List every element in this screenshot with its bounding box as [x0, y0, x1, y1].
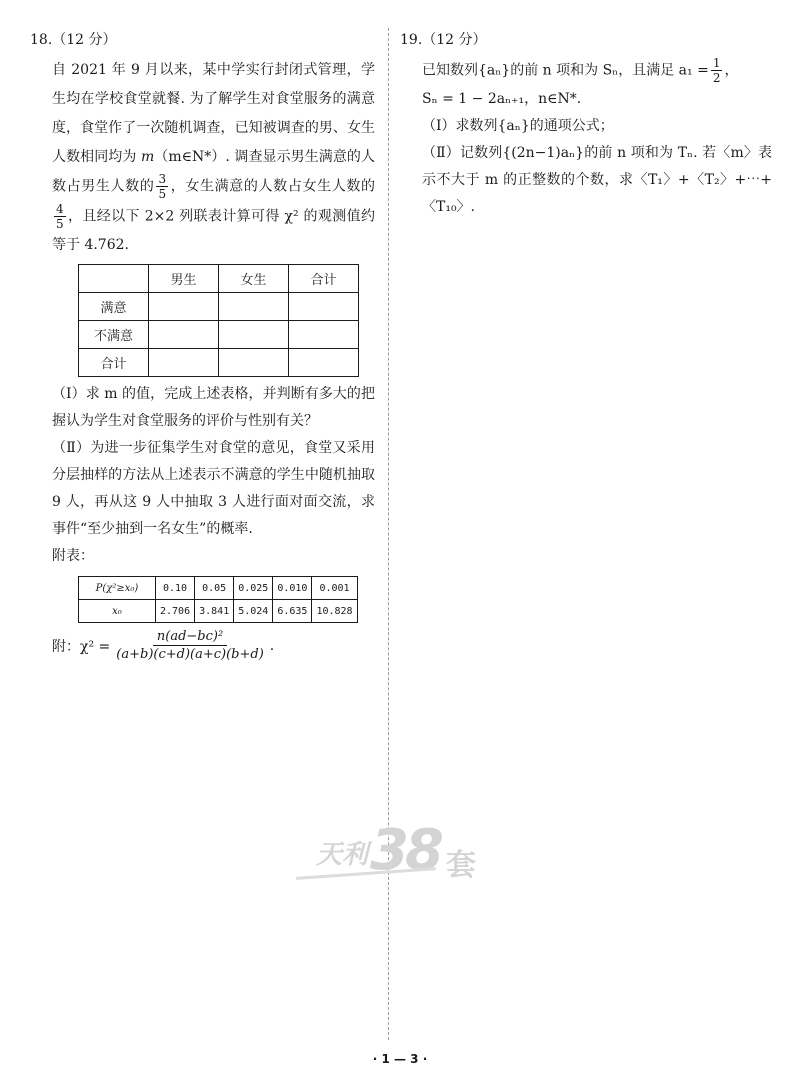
table-cell: 女生 — [219, 265, 289, 293]
q18-stem-text-2: （m∈N*）. 调查显示男生满意的人数占男生人数的 — [52, 149, 376, 195]
q19-stem-line-2: Sₙ = 1 − 2aₙ₊₁，n∈N*. — [422, 90, 582, 107]
table-row — [79, 577, 358, 600]
table-cell — [149, 321, 219, 349]
table-cell — [289, 321, 359, 349]
q19-stem-text-1: 已知数列{aₙ}的前 n 项和为 Sₙ，且满足 a₁ = — [422, 62, 709, 79]
table-cell: 0.001 — [312, 577, 357, 600]
fraction-3-5 — [156, 172, 168, 201]
q19-part-1: （Ⅰ）求数列{aₙ}的通项公式； — [422, 117, 614, 134]
formula-label: 附：χ² = — [52, 638, 111, 655]
q19-header: 19.（12 分） — [400, 32, 487, 48]
table-cell: 0.010 — [273, 577, 312, 600]
fraction-1-2 — [711, 56, 723, 85]
watermark-brand-number: 38 — [370, 818, 440, 883]
table-cell — [219, 349, 289, 377]
watermark-brand-text: 天利 — [316, 840, 369, 870]
fraction-4-5 — [54, 202, 66, 231]
brand-watermark-logo — [296, 818, 496, 898]
table-cell — [149, 293, 219, 321]
watermark-brand-suffix: 套 — [446, 848, 476, 883]
q18-stem-text-3: ，女生满意的人数占女生人数的 — [170, 178, 375, 195]
table-cell — [149, 349, 219, 377]
q19-stem — [422, 56, 772, 86]
formula-denominator: (a+b)(c+d)(a+c)(b+d) — [116, 647, 264, 662]
fraction-numerator: 1 — [712, 56, 721, 70]
q18-stem — [52, 56, 375, 260]
fraction-numerator: 4 — [56, 201, 64, 216]
table-cell — [219, 321, 289, 349]
table-row — [79, 349, 359, 377]
q18-part-1: （Ⅰ）求 m 的值，完成上述表格，并判断有多大的把握认为学生对食堂服务的评价与性别有关？ — [52, 386, 375, 429]
table-header-row — [79, 265, 359, 293]
table-cell — [219, 293, 289, 321]
table-cell: P(χ²≥x₀) — [79, 577, 156, 600]
table-cell: 0.05 — [195, 577, 234, 600]
formula-fraction — [112, 629, 268, 662]
table-cell: 合计 — [289, 265, 359, 293]
contingency-table — [78, 264, 359, 377]
table-cell: 0.10 — [156, 577, 195, 600]
page-number: · 1 — 3 · — [372, 1052, 428, 1066]
table-cell — [289, 349, 359, 377]
q19-stem-text-2: ， — [724, 62, 739, 79]
fraction-numerator: 3 — [158, 172, 167, 186]
q18-stem-text-1: 自 2021 年 9 月以来，某中学实行封闭式管理，学生均在学校食堂就餐. 为了解学生对食堂服务的满意度，食堂作了一次随机调查，已知被调查的男、女生人数相同均为 — [52, 62, 375, 165]
critical-value-table — [78, 576, 358, 623]
q18-header: 18.（12 分） — [30, 32, 117, 48]
table-cell: 满意 — [79, 293, 149, 321]
formula-numerator: n(ad−bc)² — [153, 629, 227, 646]
table-cell — [289, 293, 359, 321]
table-cell: 3.841 — [195, 600, 234, 623]
table-cell: 6.635 — [273, 600, 312, 623]
table-row — [79, 600, 358, 623]
formula-end: . — [269, 637, 275, 654]
chi-square-formula — [52, 629, 375, 662]
table-cell: 10.828 — [312, 600, 357, 623]
question-18 — [30, 30, 375, 662]
table-cell: 不满意 — [79, 321, 149, 349]
q18-var-m: m — [140, 149, 155, 165]
fraction-denominator: 2 — [712, 71, 721, 85]
table-row — [79, 293, 359, 321]
table-cell: 2.706 — [156, 600, 195, 623]
fraction-denominator: 5 — [158, 187, 167, 201]
table-row — [79, 321, 359, 349]
q18-stem-text-4: ，且经以下 2×2 列联表计算可得 χ² 的观测值约等于 4.762. — [52, 208, 375, 253]
q18-part-2: （Ⅱ）为进一步征集学生对食堂的意见，食堂又采用分层抽样的方法从上述表示不满意的学生中随机抽取 9 人，再从这 9 人中抽取 3 人进行面对面交流，求事件“至少抽到一名女生”的概率. — [52, 440, 375, 537]
fraction-denominator: 5 — [56, 216, 64, 231]
table-cell: x₀ — [79, 600, 156, 623]
q19-part-2: （Ⅱ）记数列{(2n−1)aₙ}的前 n 项和为 Tₙ. 若〈m〉表示不大于 m 的正整数的个数，求〈T₁〉+〈T₂〉+⋯+〈T₁₀〉. — [422, 144, 772, 215]
table-cell — [79, 265, 149, 293]
question-19 — [400, 30, 772, 221]
table-cell: 5.024 — [234, 600, 273, 623]
appendix-label: 附表： — [52, 548, 94, 564]
table-cell: 合计 — [79, 349, 149, 377]
table-cell: 男生 — [149, 265, 219, 293]
table-cell: 0.025 — [234, 577, 273, 600]
